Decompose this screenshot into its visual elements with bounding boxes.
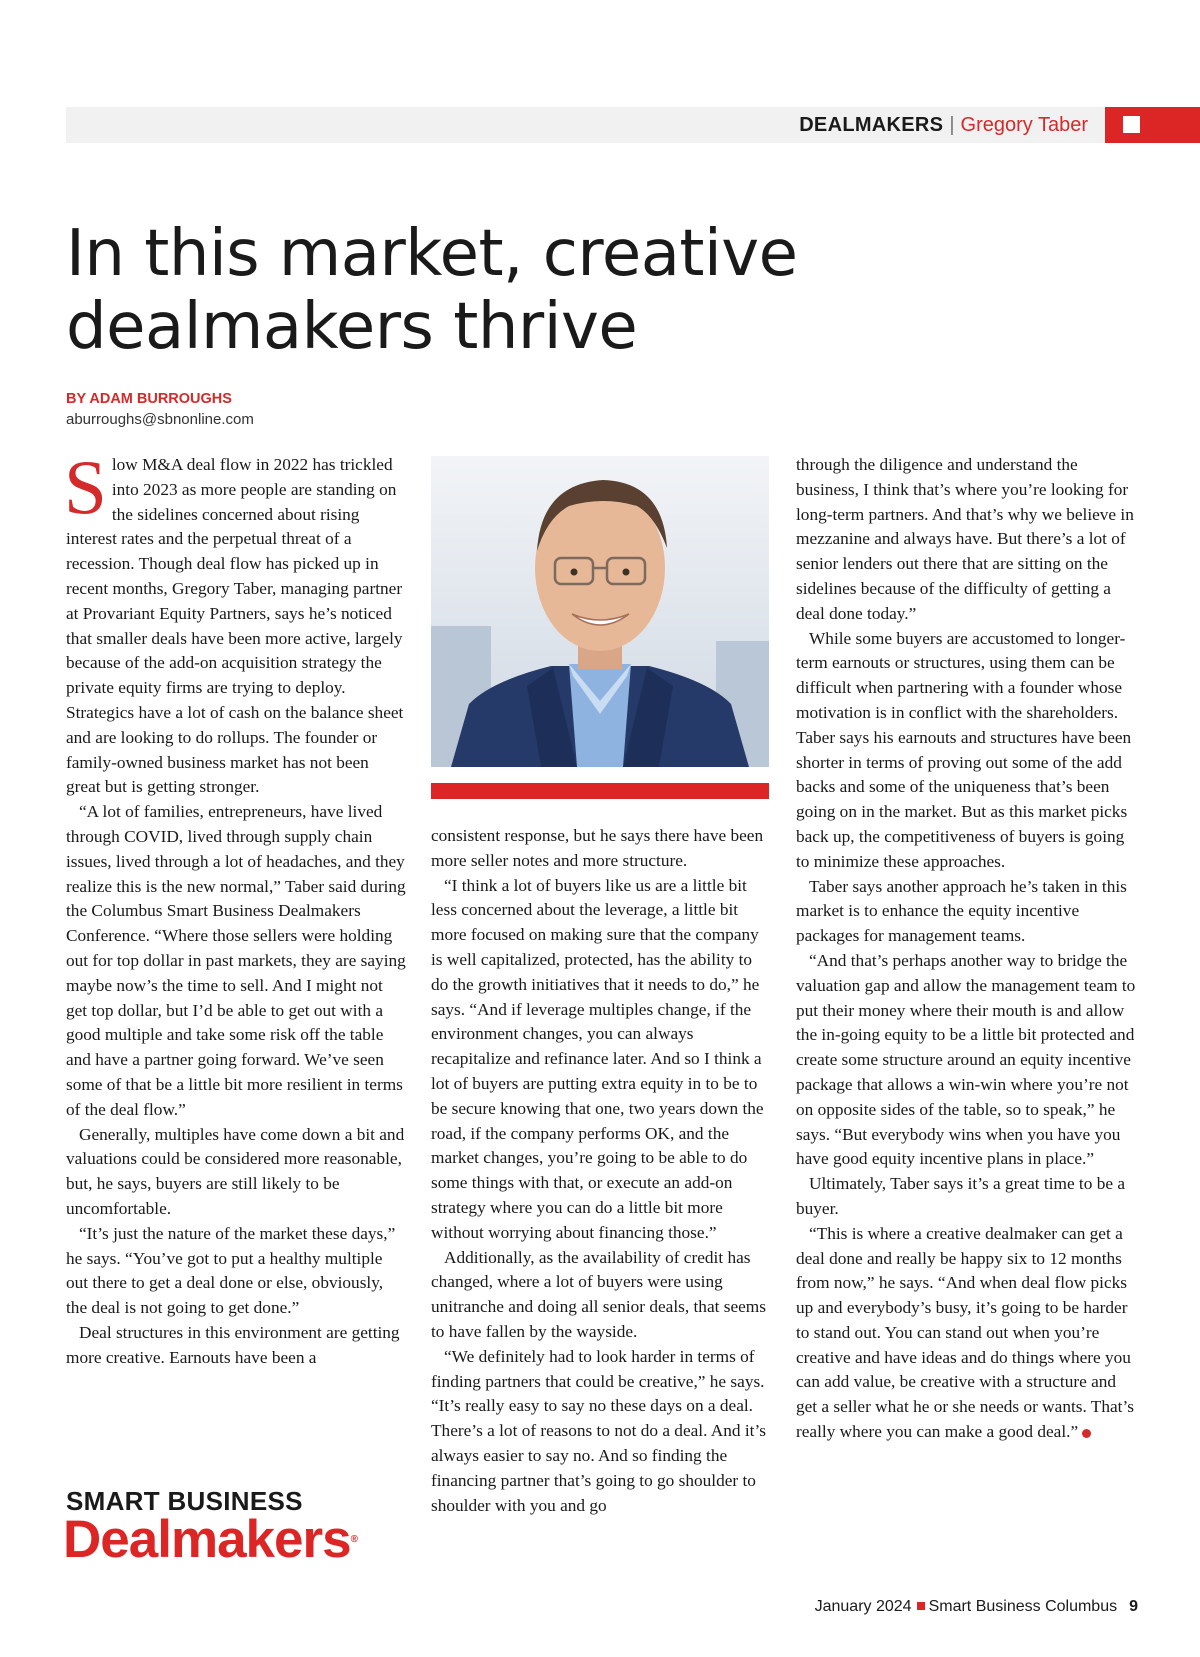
paragraph: [796, 1222, 1136, 1445]
section-label: DEALMAKERS: [799, 114, 944, 136]
registered-mark: ®: [350, 1534, 357, 1545]
header-red-block: [1105, 107, 1200, 143]
paragraph-text: low M&A deal flow in 2022 has trickled into 2023 as more people are standing on the sidelines concerned about rising interest rates and the perpetual threat of a recession. Though deal flow has picked up in recent months, Gregory Taber, managing partner at Provariant Equity Partners, says he’s noticed that smaller deals have been more active, largely because of the add-on acquisition strategy the private equity firms are trying to deploy. Strategics have a lot of cash on the balance sheet and are looking to do rollups. The founder or family-owned business market has not been great but is getting stronger.: [66, 455, 404, 797]
logo-top-text: SMART BUSINESS: [66, 1486, 303, 1516]
paragraph: Ultimately, Taber says it’s a great time to be a buyer.: [796, 1174, 1125, 1218]
page-number: 9: [1129, 1598, 1138, 1615]
paragraph: “I think a lot of buyers like us are a little bit less concerned about the leverage, a little bit more focused on making sure that the company is well capitalized, protected, has the ability to do the growth initiatives that it needs to do,” he says. “And if leverage multiples change, if the environment changes, you can always recapitalize and refinance later. And so I think a lot of buyers are putting extra equity in to be to be secure knowing that one, two years down the road, if the company performs OK, and the market changes, you’re going to be able to do some things with that, or execute an add-on strategy where you can do a little bit more without worrying about financing those.”: [431, 875, 764, 1242]
paragraph: Taber says another approach he’s taken in this market is to enhance the equity incentive packages for management teams.: [796, 876, 1127, 946]
logo-main-text: [63, 1508, 357, 1572]
paragraph-text: “This is where a creative dealmaker can get a deal done and really be happy six to 12 months from now,” he says. “And when deal flow picks up and everybody’s busy, it’s going to be harder to stand out. You can stand out when you’re creative and have ideas and do things where you can add value, be creative with a structure and get a seller what he or she needs or wants. That’s really where you can make a good deal.”: [796, 1223, 1135, 1442]
paragraph: “And that’s perhaps another way to bridge the valuation gap and allow the management team to put their money where their mouth is and allow the in-going equity to be a little bit protected and create some structure around an equity incentive package that allows a win-win where you’re not on opposite sides of the table, so to speak,” he says. “But everybody wins when you have you have good equity incentive plans in place.”: [796, 950, 1136, 1169]
publication-name: Smart Business Columbus: [928, 1598, 1118, 1615]
article-column-3: [796, 453, 1136, 1445]
paragraph: consistent response, but he says there have been more seller notes and more structure.: [431, 826, 764, 870]
issue-date: January 2024: [814, 1598, 912, 1615]
section-header: [799, 107, 1088, 143]
red-dot-icon: [1082, 1429, 1091, 1438]
portrait-photo: [431, 456, 769, 767]
paragraph: “We definitely had to look harder in terms of finding partners that could be creative,” he says. “It’s really easy to say no these days on a deal. There’s a lot of reasons to not do a deal. And it’s always easier to say no. And so finding the financing partner that’s going to go shoulder to shoulder with you and go: [431, 1346, 766, 1515]
headline: In this market, creative dealmakers thrive: [66, 217, 798, 364]
page-footer: [815, 1598, 1138, 1616]
article-column-1: [64, 444, 406, 1370]
article-column-2: [431, 824, 769, 1518]
section-subject-name: Gregory Taber: [960, 114, 1088, 136]
paragraph: “A lot of families, entrepreneurs, have lived through COVID, lived through supply chain issues, lived through a lot of headaches, and they realize this is the new normal,” Taber said during the Columbus Smart Business Dealmakers Conference. “Where those sellers were holding out for top dollar in past markets, they are saying maybe now’s the time to sell. And I might not get top dollar, but I’d be able to get out with a good multiple and take some risk off the table and have a partner going forward. We’ve seen some of that be a little bit more resilient in terms of the deal flow.”: [66, 802, 406, 1119]
white-square-icon: [1123, 116, 1140, 133]
paragraph: [64, 444, 406, 800]
paragraph: Additionally, as the availability of credit has changed, where a lot of buyers were using unitranche and doing all senior deals, that seems to have fallen by the wayside.: [431, 1247, 766, 1341]
header-separator: |: [949, 114, 955, 136]
photo-accent-bar: [431, 783, 769, 799]
paragraph: While some buyers are accustomed to longer-term earnouts or structures, using them can be difficult when partnering with a founder whose motivation is in conflict with the shareholders. Taber says his earnouts and structures have been shorter in terms of proving out some of the add backs and some of the uniqueness that’s been going on in the market. But as this market picks back up, the competitiveness of buyers is going to minimize these approaches.: [796, 628, 1132, 871]
red-square-icon: [917, 1602, 925, 1610]
byline: BY ADAM BURROUGHS: [66, 391, 232, 407]
author-email: aburroughs@sbnonline.com: [66, 411, 254, 428]
paragraph: Deal structures in this environment are getting more creative. Earnouts have been a: [66, 1322, 400, 1367]
paragraph: through the diligence and understand the business, I think that’s where you’re looking for long-term partners. And that’s why we believe in mezzanine and always have. But there’s a lot of senior lenders out there that are sitting on the sidelines because of the difficulty of getting a deal done today.”: [796, 455, 1134, 623]
paragraph: “It’s just the nature of the market these days,” he says. “You’ve got to put a healthy multiple out there to get a deal done or else, obviously, the deal is not going to get done.”: [66, 1223, 396, 1318]
drop-cap: S: [64, 444, 107, 530]
paragraph: Generally, multiples have come down a bit and valuations could be considered more reasonable, but, he says, buyers are still likely to be uncomfortable.: [66, 1124, 405, 1218]
logo-wordmark: Dealmakers: [63, 1510, 351, 1569]
